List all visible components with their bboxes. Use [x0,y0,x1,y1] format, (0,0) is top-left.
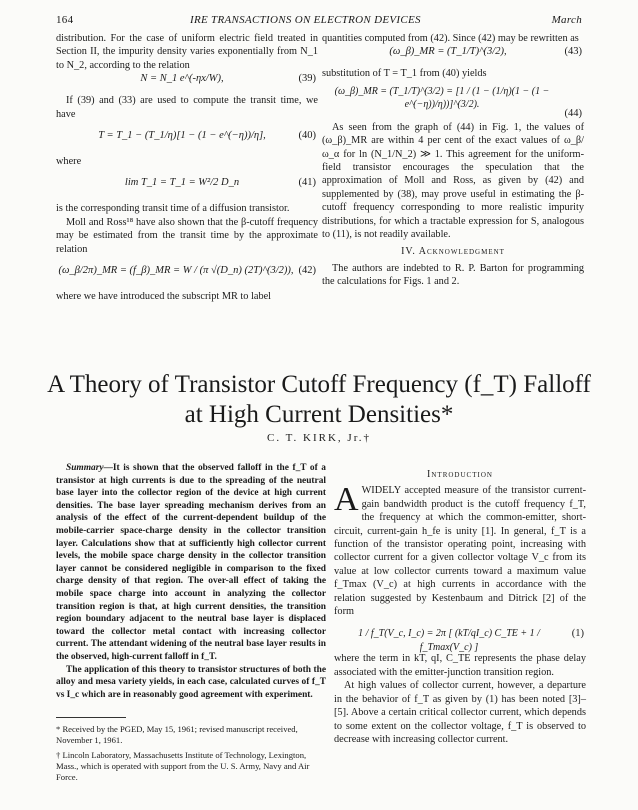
abstract [56,462,326,701]
paragraph: is the corresponding transit time of a diffusion transistor. [56,203,290,215]
prev-article-right-column [322,32,584,289]
footnote-affiliation: † Lincoln Laboratory, Massachusetts Institute of Technology, Lexington, Mass., which is operated with support from the U. S. Army, Navy and Air Force. [56,750,310,782]
drop-cap: A [334,481,359,519]
paragraph: where we have introduced the subscript MR to label [56,291,272,303]
paragraph: The authors are indebted to R. P. Barton for programming the calculations for Figs. 1 and 2. [322,262,584,288]
introduction-column [334,464,586,746]
section-heading: Introduction [427,469,493,480]
equation-39: N = N_1 e^(-ηx/W), (39) [140,73,316,85]
paragraph: At high values of collector current, however, a departure in the behavior of f_T as given by (1) has been noted [3]–[5]. Above a certain critical collector current, which depends to some extent on the collector voltage, f_T is observed to decrease with increasing collector current. [334,680,586,745]
paragraph: where the term in kT, qI, C_TE represents the phase delay associated with the emitter-junction transition region. [334,653,586,678]
abstract-text: —It is shown that the observed falloff in the f_T of a transistor at high currents is due to the spreading of the neutral base layer into the collector region of the device at high current densities. The base layer spreading mechanism derives from an analysis of the effect of the current-dependent buildup of the mobile-carrier space-charge density in the collector transition layer. Calculations show that at sufficiently high collector current levels, the mobile space charge density in the collector transition layer cannot be considered negligible in comparison to the fixed charge density of that region. The over-all effect of taking the mobile space charge into account in analyzing the collector transition region is that, at high current densities, the transition region boundary adjacent to the neutral base layer is displaced toward the collector metal contact with increasing collector current. The attendant widening of the neutral base layer results in the observed, high-current falloff in f_T. [56,463,326,662]
running-month: March [551,14,582,26]
equation-43: (ω_β)_MR = (T_1/T)^(3/2), (43) [389,46,582,58]
equation-44: (ω_β)_MR = (T_1/T)^(3/2) = [1 / (1 − (1/η)(1 − (1 − e^(−η))/η))]^(3/2). (44) [334,85,582,119]
section-heading: IV. Acknowledgment [401,246,505,258]
paragraph: where [56,156,82,168]
equation-41: lim T_1 = T_1 = W²/2 D_n (41) [124,177,316,189]
running-head: IRE TRANSACTIONS ON ELECTRON DEVICES [190,14,421,26]
paragraph: If (39) and (33) are used to compute the transit time, we have [56,95,318,120]
author-byline: C. T. KIRK, Jr.† [266,432,371,444]
page-number: 164 [56,14,74,26]
article-title-line-2: at High Current Densities* [184,401,454,428]
paragraph: distribution. For the case of uniform electric field treated in Section II, the impurity density varies exponentially from N_1 to N_2, according to the relation [56,33,318,71]
equation-1: 1 / f_T(V_c, I_c) = 2π [ (kT/qI_c) C_TE + 1 / f_Tmax(V_c) ] (1) [358,628,584,653]
footnote-received: * Received by the PGED, May 15, 1961; revised manuscript received, November 1, 1961. [56,724,298,745]
abstract-label: Summary [66,463,104,473]
abstract-paragraph: The application of this theory to transistor structures of both the alloy and mesa variety yields, in each case, calculated curves of f_T vs I_c which are in reasonably good agreement with experiment. [56,664,326,700]
paragraph: quantities computed from (42). Since (42) may be rewritten as [322,33,579,44]
prev-article-left-column [56,32,318,303]
equation-40: T = T_1 − (T_1/η)[1 − (1 − e^(−η))/η], (40) [98,130,316,142]
article-title-line-1: A Theory of Transistor Cutoff Frequency (f_T) Falloff [47,371,591,398]
equation-42: (ω_β/2π)_MR = (f_β)_MR = W / (π √(D_n) (2T)^(3/2)), (42) [58,265,316,277]
paragraph: substitution of T = T_1 from (40) yields [322,68,487,80]
paragraph: AWIDELY accepted measure of the transistor current-gain bandwidth product is the cutoff frequency f_T, the frequency at which the common-emitter, short-circuit, current-gain h_fe is unity [1]. In general, f_T is a function of the transistor operating point, increasing with collector current for a given collector voltage V_c from its value at low collector currents toward a maximum value f_Tmax (V_c) at high currents in accordance with the relation suggested by Kestenbaum and Ditrick [2] of the form [334,481,586,618]
paragraph: As seen from the graph of (44) in Fig. 1, the values of (ω_β)_MR are within 4 per cent of the exact values of ω_β/ω_α for ln (N_1/N_2) ≫ 1. This agreement for the uniform-field transistor encourages the speculation that the approximation of Moll and Ross, as given by (42) and supplemented by (38), may prove useful in estimating the β-cutoff frequency corresponding to more realistic impurity distributions, for which a tractable expression for S, analogous to (11), is not readily available. [322,121,584,241]
paragraph: Moll and Ross¹⁸ have also shown that the β-cutoff frequency may be estimated from the transit time by the approximate relation [56,216,318,255]
footnote-rule [56,717,126,718]
